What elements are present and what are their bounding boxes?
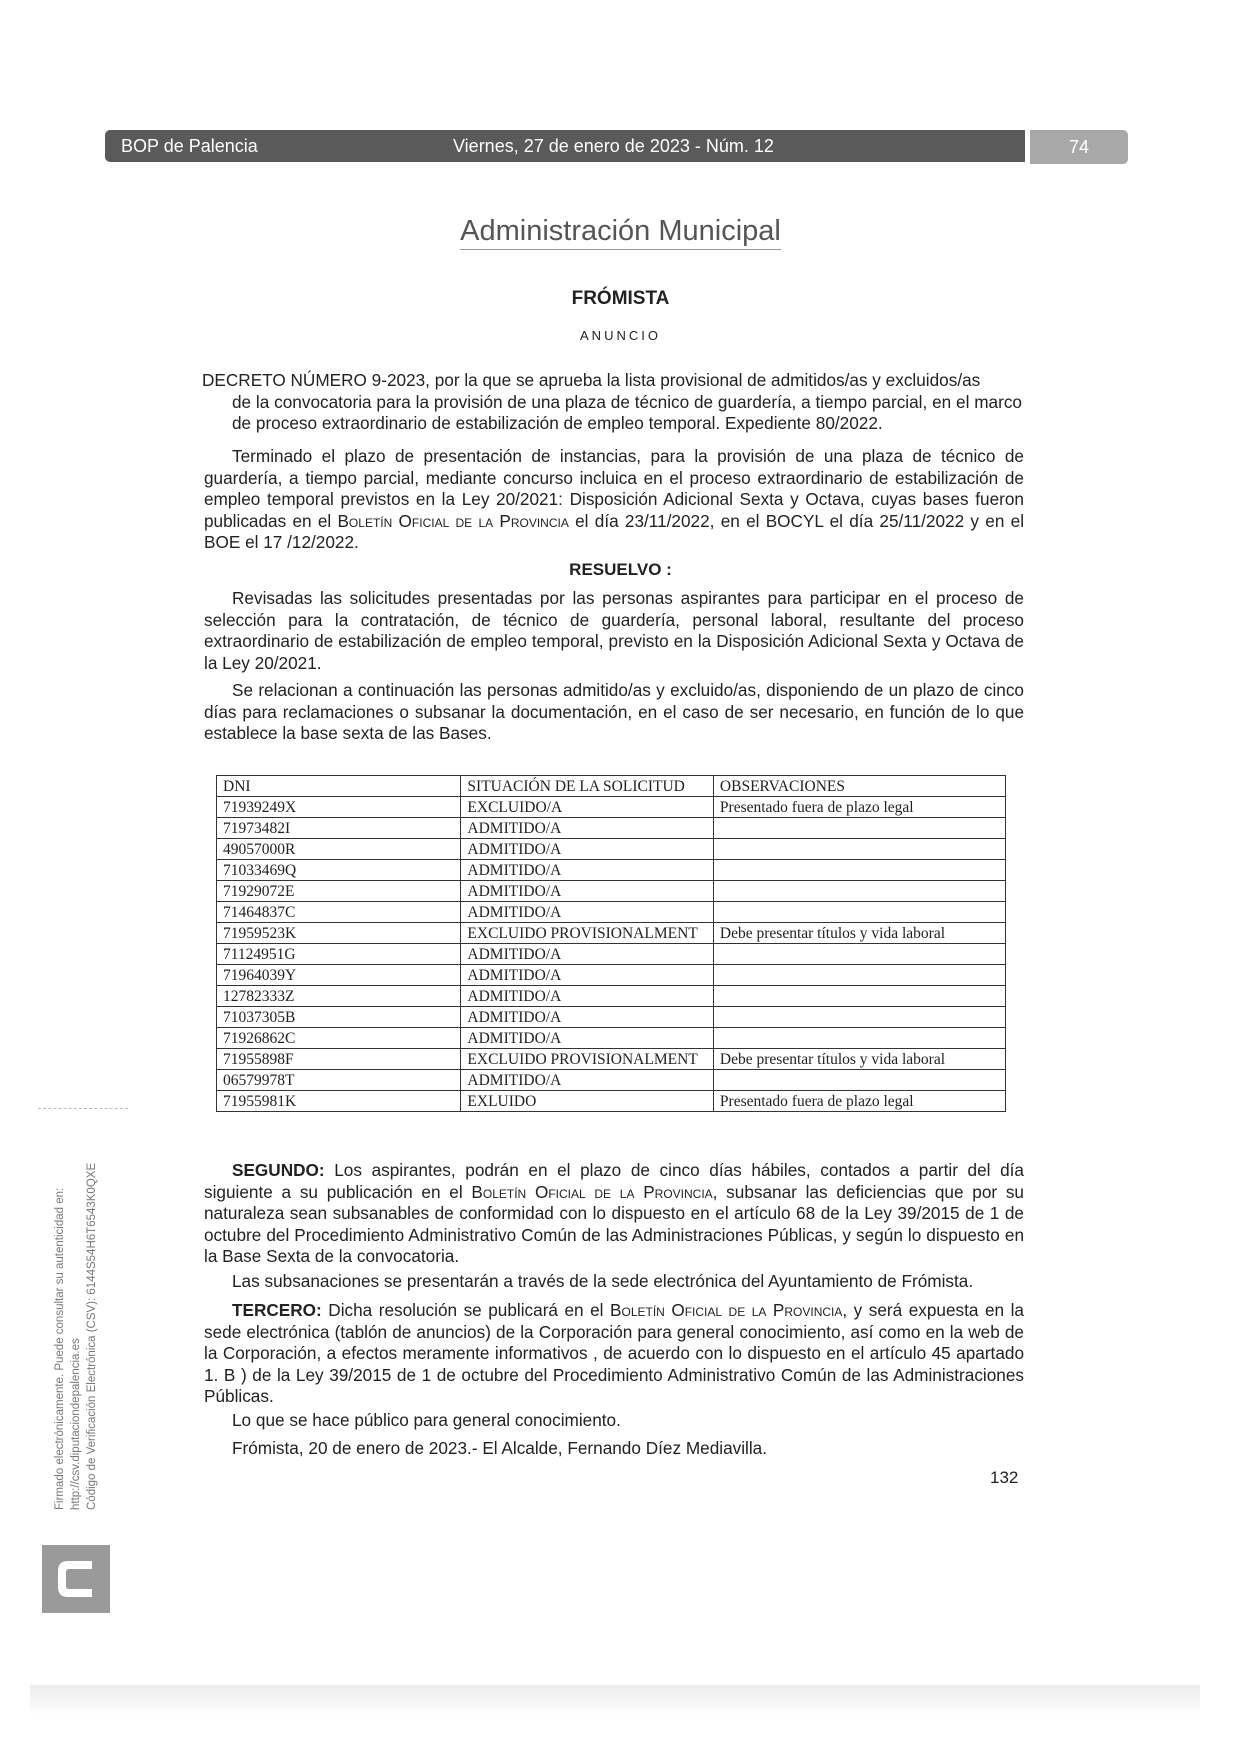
table-row (217, 902, 1006, 923)
cell-situacion: ADMITIDO/A (461, 902, 714, 923)
announcement-number: 132 (990, 1468, 1019, 1487)
column-header-observaciones: OBSERVACIONES (713, 776, 1005, 797)
table-row (217, 881, 1006, 902)
applicants-table (216, 775, 1006, 1112)
table-row (217, 797, 1006, 818)
table-row (217, 839, 1006, 860)
cell-observaciones (713, 944, 1005, 965)
side-note-csv: Código de Verificación Electrónica (CSV): 6144S54H6T6543K0QXE (86, 1162, 98, 1510)
cell-observaciones: Presentado fuera de plazo legal (713, 797, 1005, 818)
cell-situacion: EXCLUIDO PROVISIONALMENT (461, 923, 714, 944)
cell-observaciones (713, 839, 1005, 860)
town-heading: FRÓMISTA (571, 288, 670, 309)
table-row (217, 860, 1006, 881)
cell-situacion: ADMITIDO/A (461, 818, 714, 839)
decree-first-line: DECRETO NÚMERO 9-2023, por la que se aprueba la lista provisional de admitidos/as y excluidos/as (202, 370, 981, 390)
cell-situacion: ADMITIDO/A (461, 965, 714, 986)
table-header-row (217, 776, 1006, 797)
table-row (217, 965, 1006, 986)
table-row (217, 1091, 1006, 1112)
table-row (217, 1007, 1006, 1028)
table-row (217, 1070, 1006, 1091)
cell-dni: 71929072E (217, 881, 461, 902)
cell-situacion: ADMITIDO/A (461, 860, 714, 881)
cell-dni: 71964039Y (217, 965, 461, 986)
cell-observaciones (713, 1070, 1005, 1091)
cell-dni: 71464837C (217, 902, 461, 923)
cell-dni: 71955981K (217, 1091, 461, 1112)
notice-type: ANUNCIO (580, 328, 661, 343)
cell-dni: 71926862C (217, 1028, 461, 1049)
cell-observaciones (713, 902, 1005, 923)
paragraph-segundo: SEGUNDO: Los aspirantes, podrán en el plazo de cinco días hábiles, contados a partir del día siguiente a su publicación en el Boletín Oficial de la Provincia, subsanar las deficiencias que por su naturaleza sean subsanables de conformidad con lo dispuesto en el artículo 68 de la Ley 39/2015 de 1 de octubre del Procedimiento Administrativo Común de las Administraciones Públicas, y según lo dispuesto en la Base Sexta de la convocatoria. (204, 1160, 1024, 1266)
cell-dni: 71124951G (217, 944, 461, 965)
paragraph-terminado: Terminado el plazo de presentación de instancias, para la provisión de una plaza de técnico de guardería, a tiempo parcial, mediante concurso incluica en el proceso extraordinario de estabilización de empleo temporal previstos en la Ley 20/2021: Disposición Adicional Sexta y Octava, cuyas bases fueron publicadas en el Boletín Oficial de la Provincia el día 23/11/2022, en el BOCYL el día 25/11/2022 y en el BOE el 17 /12/2022. (204, 446, 1025, 552)
cell-situacion: ADMITIDO/A (461, 881, 714, 902)
cell-situacion: ADMITIDO/A (461, 944, 714, 965)
cell-dni: 71939249X (217, 797, 461, 818)
side-note-link[interactable]: http://csv.diputaciondepalencia.es (70, 1338, 82, 1510)
cell-observaciones (713, 1007, 1005, 1028)
cell-observaciones (713, 818, 1005, 839)
cell-situacion: ADMITIDO/A (461, 1070, 714, 1091)
decree-rest: de la convocatoria para la provisión de una plaza de técnico de guardería, a tiempo parcial, en el marco de proceso extraordinario de estabilización de empleo temporal. Expediente 80/2022. (232, 391, 1022, 433)
section-title: Administración Municipal (0, 215, 1241, 248)
cell-situacion: EXLUIDO (461, 1091, 714, 1112)
diputacion-logo-icon (42, 1545, 110, 1613)
paragraph-tercero: TERCERO: Dicha resolución se publicará en el Boletín Oficial de la Provincia, y será expuesta en la sede electrónica (tablón de anuncios) de la Corporación para general conocimiento, así como en la web de la Corporación, a efectos meramente informativos , de acuerdo con lo dispuesto en el artículo 45 apartado 1. B ) de la Ley 39/2015 de 1 de octubre del Procedimiento Administrativo Común de las Administraciones Públicas. (204, 1300, 1024, 1406)
cell-dni: 71959523K (217, 923, 461, 944)
table-row (217, 1049, 1006, 1070)
cell-observaciones: Debe presentar títulos y vida laboral (713, 1049, 1005, 1070)
page-number-badge: 74 (1030, 130, 1128, 164)
cell-observaciones: Presentado fuera de plazo legal (713, 1091, 1005, 1112)
side-divider (38, 1108, 128, 1109)
side-note-line-1: Firmado electrónicamente. Puede consultar su autenticidad en: (54, 1187, 66, 1510)
cell-observaciones (713, 881, 1005, 902)
cell-dni: 71955898F (217, 1049, 461, 1070)
signature-line: Frómista, 20 de enero de 2023.- El Alcalde, Fernando Díez Mediavilla. (232, 1438, 768, 1458)
cell-dni: 12782333Z (217, 986, 461, 1007)
paragraph-revisadas: Revisadas las solicitudes presentadas por las personas aspirantes para participar en el proceso de selección para la contratación, de técnico de guardería, personal laboral, resultante del proceso extraordinario de estabilización de empleo temporal, previsto en la Disposición Adicional Sexta y Octava de la Ley 20/2021. (204, 588, 1024, 673)
table-row (217, 923, 1006, 944)
electronic-signature-note (52, 1130, 124, 1510)
cell-situacion: EXCLUIDO PROVISIONALMENT (461, 1049, 714, 1070)
table-row (217, 1028, 1006, 1049)
cell-situacion: EXCLUIDO/A (461, 797, 714, 818)
cell-observaciones (713, 986, 1005, 1007)
table-row (217, 818, 1006, 839)
cell-observaciones (713, 860, 1005, 881)
cell-dni: 06579978T (217, 1070, 461, 1091)
paragraph-publico: Lo que se hace público para general conocimiento. (232, 1410, 621, 1430)
cell-dni: 71033469Q (217, 860, 461, 881)
cell-situacion: ADMITIDO/A (461, 986, 714, 1007)
cell-observaciones (713, 965, 1005, 986)
column-header-situacion: SITUACIÓN DE LA SOLICITUD (461, 776, 714, 797)
cell-observaciones (713, 1028, 1005, 1049)
decree-paragraph (202, 370, 1022, 435)
publication-name: BOP de Palencia (121, 136, 258, 156)
cell-observaciones: Debe presentar títulos y vida laboral (713, 923, 1005, 944)
cell-situacion: ADMITIDO/A (461, 1028, 714, 1049)
resuelvo-heading: RESUELVO : (569, 560, 672, 579)
header-bar (105, 130, 1025, 162)
cell-situacion: ADMITIDO/A (461, 839, 714, 860)
logo-graphic (42, 1545, 110, 1613)
paragraph-subsanaciones: Las subsanaciones se presentarán a través de la sede electrónica del Ayuntamiento de Frómista. (232, 1271, 974, 1291)
table-row (217, 986, 1006, 1007)
table-row (217, 944, 1006, 965)
issue-date: Viernes, 27 de enero de 2023 - Núm. 12 (453, 136, 774, 156)
scan-smudge (30, 1685, 1200, 1715)
cell-dni: 71973482I (217, 818, 461, 839)
cell-dni: 71037305B (217, 1007, 461, 1028)
paragraph-relacionan: Se relacionan a continuación las personas admitido/as y excluido/as, disponiendo de un plazo de cinco días para reclamaciones o subsanar la documentación, en el caso de ser necesario, en función de lo que establece la base sexta de las Bases. (204, 680, 1024, 743)
cell-dni: 49057000R (217, 839, 461, 860)
cell-situacion: ADMITIDO/A (461, 1007, 714, 1028)
column-header-dni: DNI (217, 776, 461, 797)
